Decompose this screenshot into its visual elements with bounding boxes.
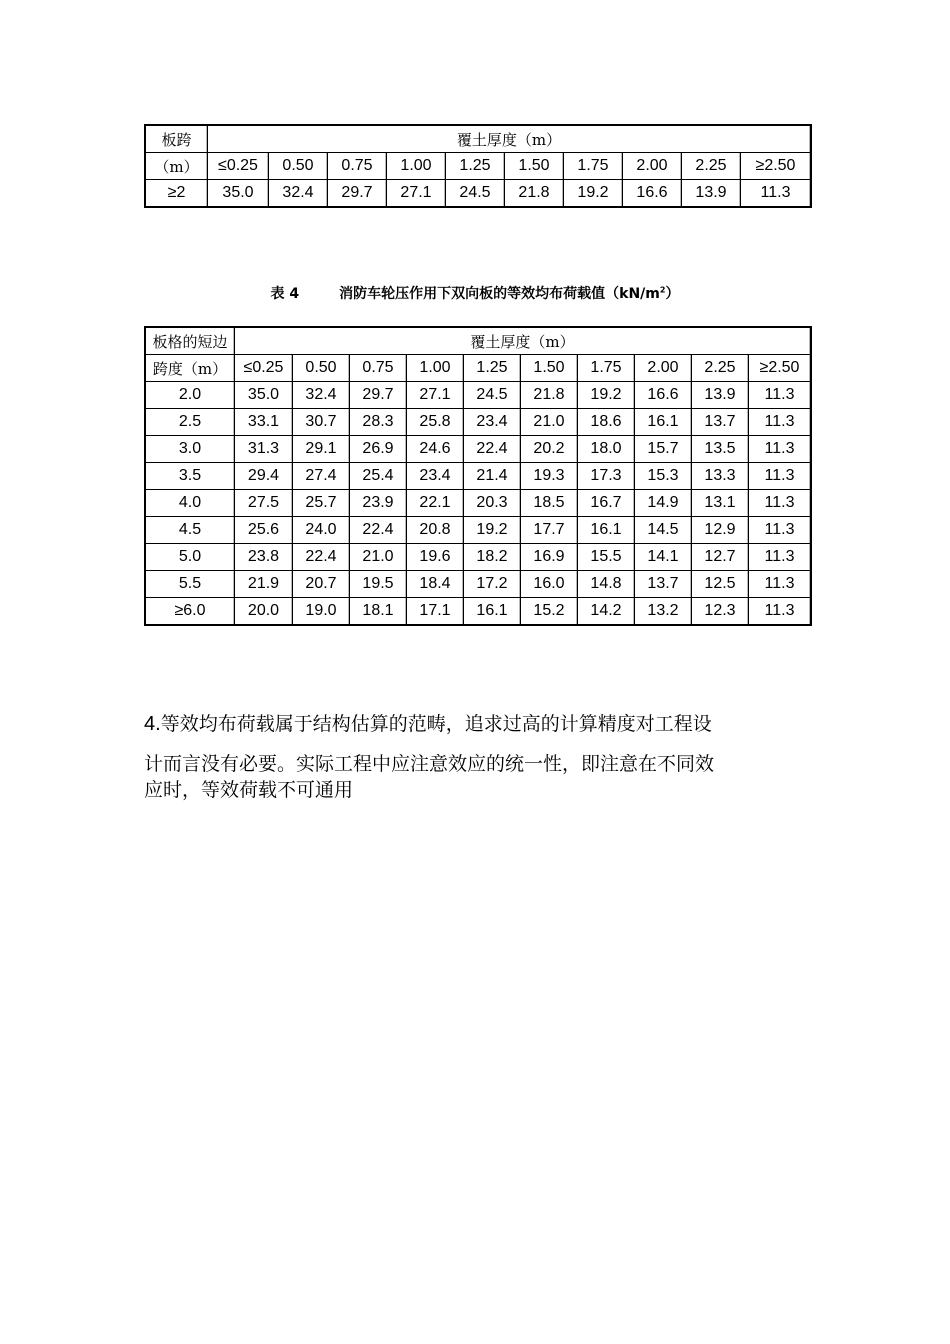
value-cell: 35.0 (208, 180, 269, 206)
value-cell: 28.3 (350, 409, 407, 436)
value-cell: 24.5 (464, 382, 521, 409)
value-cell: 31.3 (235, 436, 293, 463)
value-cell: 21.8 (505, 180, 564, 206)
value-cell: 27.1 (387, 180, 446, 206)
value-cell: 33.1 (235, 409, 293, 436)
value-cell: 18.0 (578, 436, 635, 463)
value-cell: 11.3 (749, 382, 810, 409)
value-cell: 14.2 (578, 598, 635, 624)
value-cell: 11.3 (749, 436, 810, 463)
row-header-span: 板跨 (146, 126, 208, 153)
value-cell: 32.4 (269, 180, 328, 206)
value-cell: 24.5 (446, 180, 505, 206)
table-caption-end: ） (665, 286, 680, 302)
thickness-header: 1.25 (464, 355, 521, 382)
value-cell: 20.0 (235, 598, 293, 624)
value-cell: 14.8 (578, 571, 635, 598)
value-cell: 13.5 (692, 436, 749, 463)
value-cell: 11.3 (749, 463, 810, 490)
span-cell: 5.0 (146, 544, 235, 571)
value-cell: 15.3 (635, 463, 692, 490)
thickness-header: 1.50 (505, 153, 564, 180)
value-cell: 18.1 (350, 598, 407, 624)
value-cell: 25.8 (407, 409, 464, 436)
span-cell: 3.0 (146, 436, 235, 463)
value-cell: 23.4 (407, 463, 464, 490)
thickness-header: 2.00 (635, 355, 692, 382)
value-cell: 11.3 (749, 544, 810, 571)
thickness-header: 2.25 (682, 153, 741, 180)
thickness-header: 0.50 (293, 355, 350, 382)
value-cell: 14.5 (635, 517, 692, 544)
value-cell: 24.0 (293, 517, 350, 544)
value-cell: 25.7 (293, 490, 350, 517)
span-cell: 4.0 (146, 490, 235, 517)
thickness-header: ≥2.50 (749, 355, 810, 382)
value-cell: 11.3 (749, 517, 810, 544)
value-cell: 15.7 (635, 436, 692, 463)
value-cell: 16.1 (578, 517, 635, 544)
value-cell: 27.4 (293, 463, 350, 490)
thickness-header: 1.00 (407, 355, 464, 382)
value-cell: 16.0 (521, 571, 578, 598)
value-cell: 13.2 (635, 598, 692, 624)
value-cell: 16.1 (635, 409, 692, 436)
value-cell: 11.3 (749, 490, 810, 517)
value-cell: 15.5 (578, 544, 635, 571)
load-table-one-way (144, 124, 812, 208)
value-cell: 13.7 (692, 409, 749, 436)
thickness-header: 1.00 (387, 153, 446, 180)
row-header-short-side: 板格的短边 (146, 328, 235, 355)
value-cell: 18.6 (578, 409, 635, 436)
value-cell: 17.1 (407, 598, 464, 624)
value-cell: 19.2 (578, 382, 635, 409)
value-cell: 13.9 (682, 180, 741, 206)
load-table-two-way (144, 326, 812, 626)
value-cell: 13.1 (692, 490, 749, 517)
value-cell: 16.6 (623, 180, 682, 206)
table-caption-number: 表 4 (270, 286, 300, 302)
span-cell: ≥6.0 (146, 598, 235, 624)
value-cell: 17.7 (521, 517, 578, 544)
value-cell: 23.9 (350, 490, 407, 517)
value-cell: 20.2 (521, 436, 578, 463)
value-cell: 19.6 (407, 544, 464, 571)
value-cell: 12.9 (692, 517, 749, 544)
value-cell: 11.3 (749, 409, 810, 436)
thickness-header: 0.50 (269, 153, 328, 180)
table-row (146, 382, 810, 409)
column-group-header: 覆土厚度（m） (208, 126, 810, 153)
value-cell: 20.8 (407, 517, 464, 544)
value-cell: 11.3 (749, 598, 810, 624)
table-row (146, 409, 810, 436)
value-cell: 16.1 (464, 598, 521, 624)
thickness-header: 0.75 (328, 153, 387, 180)
value-cell: 16.6 (635, 382, 692, 409)
thickness-header: 1.50 (521, 355, 578, 382)
span-cell: 2.5 (146, 409, 235, 436)
value-cell: 22.4 (464, 436, 521, 463)
value-cell: 23.8 (235, 544, 293, 571)
span-cell: 5.5 (146, 571, 235, 598)
value-cell: 27.1 (407, 382, 464, 409)
value-cell: 27.5 (235, 490, 293, 517)
value-cell: 11.3 (741, 180, 810, 206)
value-cell: 19.2 (464, 517, 521, 544)
value-cell: 19.0 (293, 598, 350, 624)
row-header-span: 跨度（m） (146, 355, 235, 382)
table-row (146, 544, 810, 571)
table-caption-text: 消防车轮压作用下双向板的等效均布荷载值（kN/m (339, 286, 660, 302)
note-line: 计而言没有必要。实际工程中应注意效应的统一性，即注意在不同效 (144, 753, 715, 775)
table-row (146, 180, 810, 206)
value-cell: 29.7 (328, 180, 387, 206)
value-cell: 18.5 (521, 490, 578, 517)
value-cell: 21.0 (521, 409, 578, 436)
table-row (146, 598, 810, 624)
value-cell: 21.4 (464, 463, 521, 490)
row-header-unit: （m） (146, 153, 208, 180)
value-cell: 20.3 (464, 490, 521, 517)
value-cell: 12.3 (692, 598, 749, 624)
value-cell: 20.7 (293, 571, 350, 598)
value-cell: 22.1 (407, 490, 464, 517)
value-cell: 14.9 (635, 490, 692, 517)
note-line: 等效均布荷载属于结构估算的范畴，追求过高的计算精度对工程设 (160, 713, 712, 735)
table-caption-superscript: 2 (659, 285, 666, 295)
value-cell: 21.9 (235, 571, 293, 598)
value-cell: 22.4 (293, 544, 350, 571)
note-paragraph (144, 706, 804, 803)
table-caption (0, 283, 950, 303)
value-cell: 29.1 (293, 436, 350, 463)
span-cell: 2.0 (146, 382, 235, 409)
value-cell: 19.5 (350, 571, 407, 598)
table-row (146, 571, 810, 598)
value-cell: 19.2 (564, 180, 623, 206)
thickness-header: 1.75 (578, 355, 635, 382)
thickness-header: 0.75 (350, 355, 407, 382)
value-cell: 23.4 (464, 409, 521, 436)
thickness-header: 2.00 (623, 153, 682, 180)
value-cell: 21.8 (521, 382, 578, 409)
span-cell: 3.5 (146, 463, 235, 490)
value-cell: 14.1 (635, 544, 692, 571)
value-cell: 21.0 (350, 544, 407, 571)
value-cell: 18.2 (464, 544, 521, 571)
value-cell: 22.4 (350, 517, 407, 544)
value-cell: 15.2 (521, 598, 578, 624)
thickness-header: 2.25 (692, 355, 749, 382)
value-cell: 25.4 (350, 463, 407, 490)
value-cell: 13.9 (692, 382, 749, 409)
column-group-header: 覆土厚度（m） (235, 328, 810, 355)
table-row (146, 463, 810, 490)
thickness-header: ≤0.25 (235, 355, 293, 382)
value-cell: 24.6 (407, 436, 464, 463)
span-cell: 4.5 (146, 517, 235, 544)
value-cell: 13.7 (635, 571, 692, 598)
table-row (146, 517, 810, 544)
value-cell: 16.7 (578, 490, 635, 517)
note-number: 4. (144, 713, 161, 735)
value-cell: 18.4 (407, 571, 464, 598)
span-cell: ≥2 (146, 180, 208, 206)
value-cell: 25.6 (235, 517, 293, 544)
value-cell: 11.3 (749, 571, 810, 598)
value-cell: 16.9 (521, 544, 578, 571)
value-cell: 19.3 (521, 463, 578, 490)
note-line: 应时，等效荷载不可通用 (144, 779, 354, 801)
value-cell: 12.7 (692, 544, 749, 571)
value-cell: 32.4 (293, 382, 350, 409)
value-cell: 26.9 (350, 436, 407, 463)
table-row (146, 436, 810, 463)
table-row (146, 490, 810, 517)
thickness-header: 1.75 (564, 153, 623, 180)
value-cell: 29.4 (235, 463, 293, 490)
thickness-header: ≤0.25 (208, 153, 269, 180)
thickness-header: 1.25 (446, 153, 505, 180)
value-cell: 17.3 (578, 463, 635, 490)
value-cell: 17.2 (464, 571, 521, 598)
thickness-header: ≥2.50 (741, 153, 810, 180)
value-cell: 12.5 (692, 571, 749, 598)
value-cell: 30.7 (293, 409, 350, 436)
value-cell: 35.0 (235, 382, 293, 409)
value-cell: 29.7 (350, 382, 407, 409)
value-cell: 13.3 (692, 463, 749, 490)
